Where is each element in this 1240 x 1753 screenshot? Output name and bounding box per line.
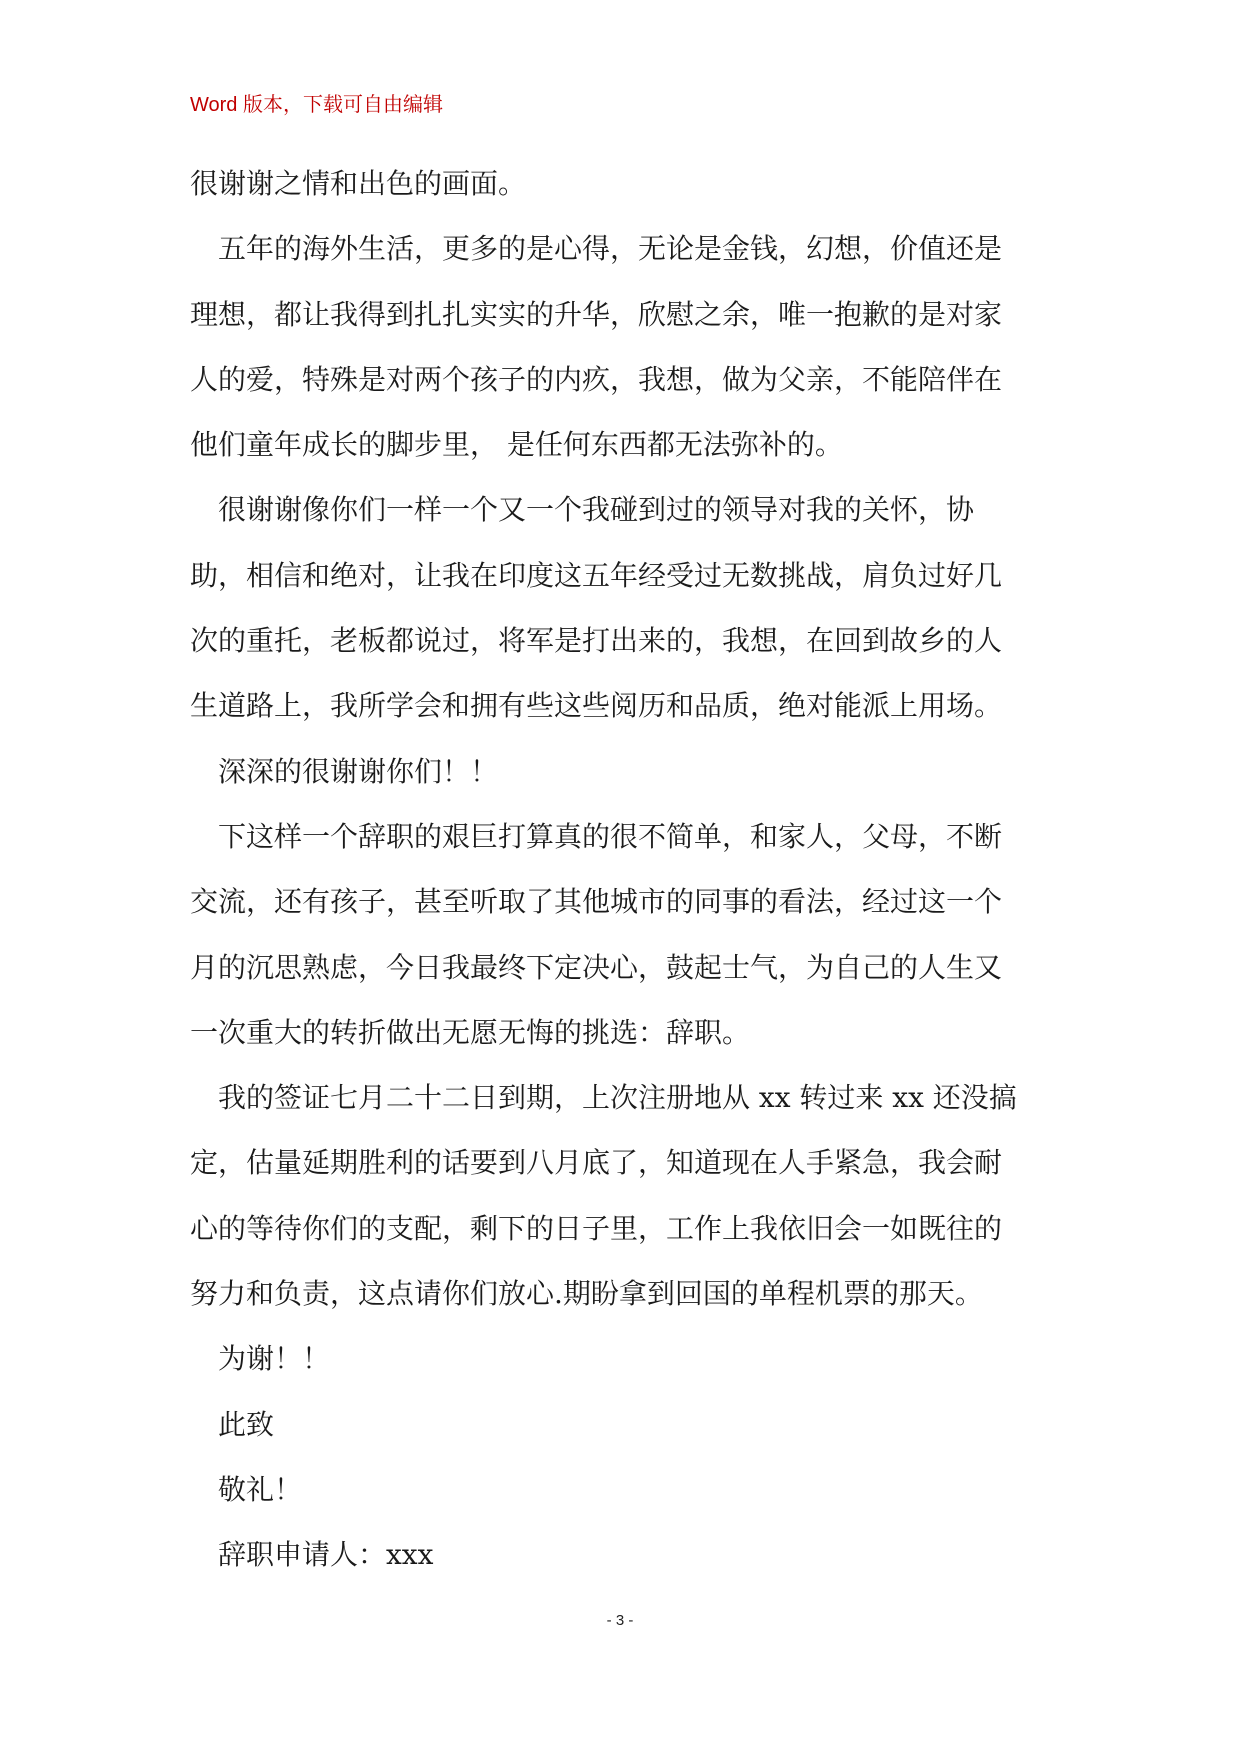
text-line: 定，估量延期胜利的话要到八月底了，知道现在人手紧急，我会耐 [190, 1146, 1003, 1180]
text-line: 一次重大的转折做出无愿无悔的挑选：辞职。 [190, 1015, 751, 1049]
text-line: 他们童年成长的脚步里， 是任何东西都无法弥补的。 [190, 428, 843, 462]
text-line: 下这样一个辞职的艰巨打算真的很不简单，和家人，父母，不断 [218, 819, 1003, 853]
header-note: Word 版本，下载可自由编辑 [190, 94, 443, 116]
text-line: 交流，还有孩子，甚至听取了其他城市的同事的看法，经过这一个 [190, 885, 1003, 919]
text-line: 敬礼！ [218, 1472, 303, 1506]
text-line: 助，相信和绝对，让我在印度这五年经受过无数挑战，肩负过好几 [190, 558, 1003, 592]
text-line: 心的等待你们的支配，剩下的日子里，工作上我依旧会一如既往的 [190, 1211, 1003, 1245]
text-line: 深深的很谢谢你们！！ [218, 754, 499, 788]
page-number: - 3 - [606, 1612, 634, 1629]
document-body [190, 151, 1058, 1588]
text-line: 生道路上，我所学会和拥有些这些阅历和品质，绝对能派上用场。 [190, 689, 1003, 723]
text-line: 我的签证七月二十二日到期，上次注册地从 xx 转过来 xx 还没搞 [218, 1081, 1017, 1115]
text-line: 月的沉思熟虑，今日我最终下定决心，鼓起士气，为自己的人生又 [190, 950, 1003, 984]
text-line: 很谢谢像你们一样一个又一个我碰到过的领导对我的关怀，协 [218, 493, 975, 527]
text-line: 此致 [218, 1407, 275, 1441]
text-line: 努力和负责，这点请你们放心.期盼拿到回国的单程机票的那天。 [190, 1277, 983, 1311]
text-line: 理想，都让我得到扎扎实实的升华，欣慰之余，唯一抱歉的是对家 [190, 297, 1003, 331]
text-line: 很谢谢之情和出色的画面。 [190, 167, 527, 200]
text-line: 五年的海外生活，更多的是心得，无论是金钱，幻想，价值还是 [218, 232, 1003, 266]
text-line: 为谢！！ [218, 1342, 331, 1376]
text-line: 次的重托，老板都说过，将军是打出来的，我想，在回到故乡的人 [190, 624, 1003, 658]
text-line: 人的爱，特殊是对两个孩子的内疚，我想，做为父亲，不能陪伴在 [190, 362, 1003, 396]
text-line: 辞职申请人：xxx [218, 1538, 434, 1572]
